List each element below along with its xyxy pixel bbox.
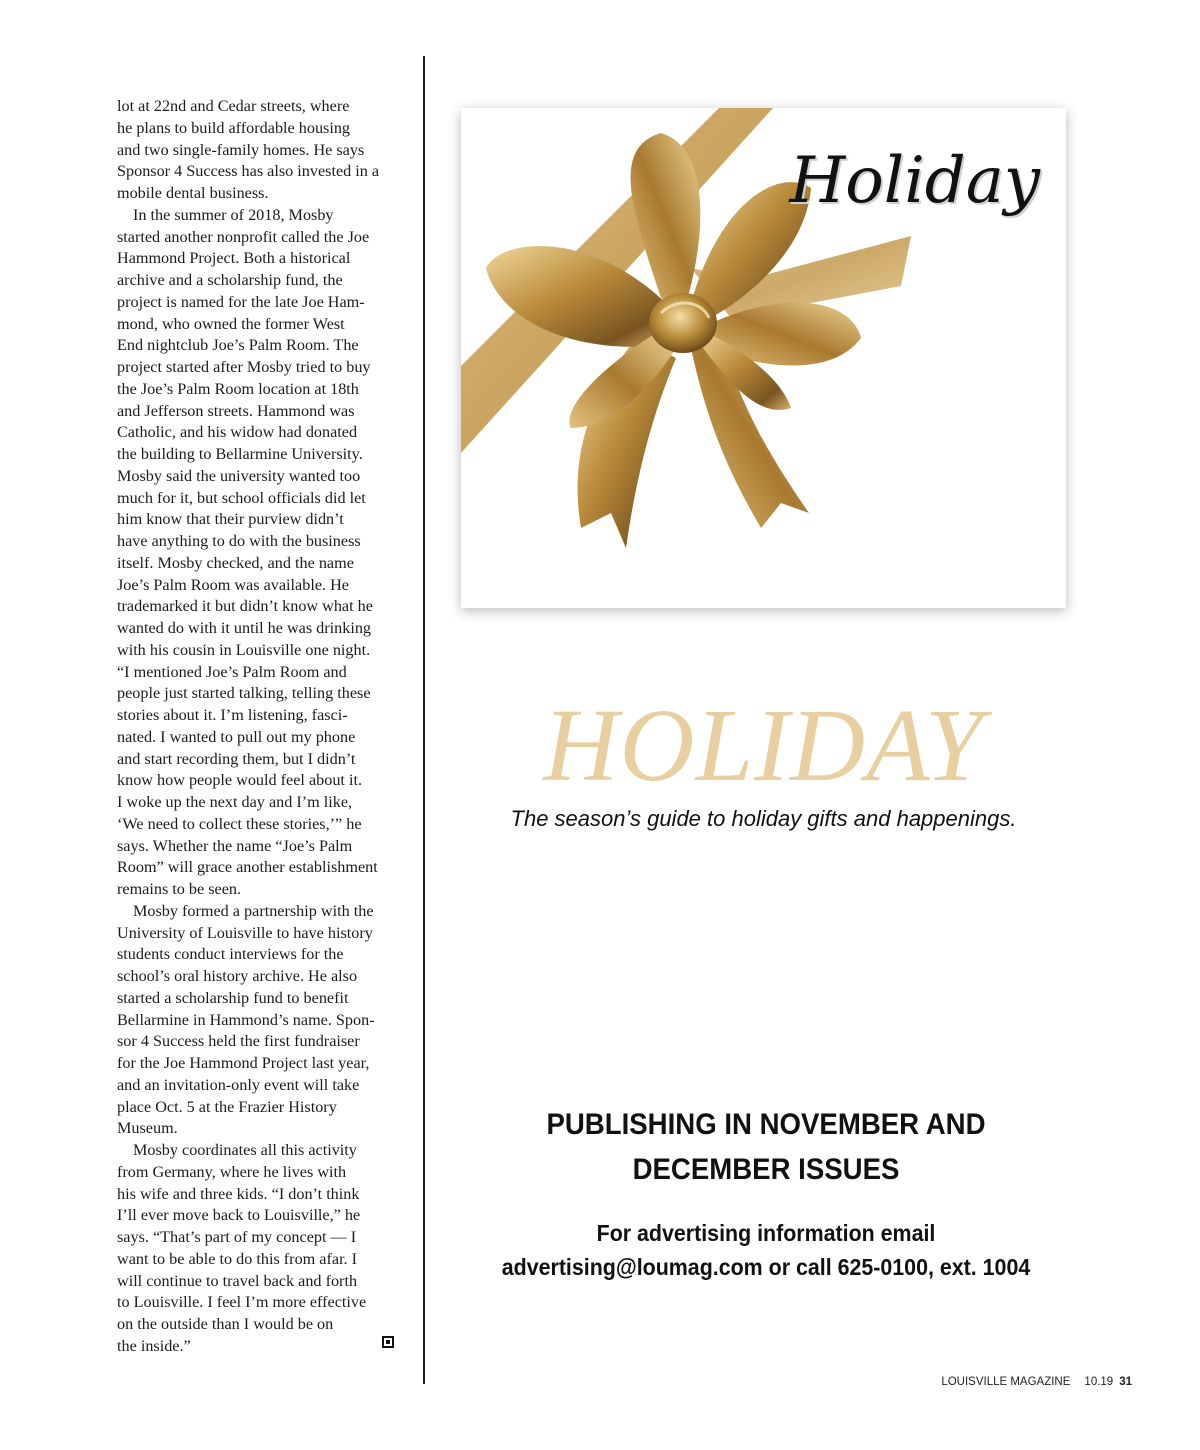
article-line: for the Joe Hammond Project last year, xyxy=(117,1054,370,1072)
article-line: started another nonprofit called the Joe xyxy=(117,227,370,246)
article-line: project started after Mosby tried to buy xyxy=(117,358,371,376)
article-line: and Jefferson streets. Hammond was xyxy=(117,401,355,420)
article-line: Joe’s Palm Room was available. He xyxy=(117,575,349,594)
article-line: I’ll ever move back to Louisville,” he xyxy=(117,1206,361,1225)
article-line: In the summer of 2018, Mosby xyxy=(133,205,334,224)
publishing-heading-line-1: PUBLISHING IN NOVEMBER AND xyxy=(546,1108,986,1141)
publishing-heading xyxy=(485,1102,1046,1192)
advertising-contact-line-1: For advertising information email xyxy=(596,1220,936,1246)
article-line: University of Louisville to have history xyxy=(117,923,373,942)
guide-subtitle: The season’s guide to holiday gifts and happenings. xyxy=(510,806,1017,831)
article-line: place Oct. 5 at the Frazier History xyxy=(117,1097,337,1116)
page-folio xyxy=(941,1376,1132,1388)
article-line: will continue to travel back and forth xyxy=(117,1271,358,1290)
article-line: and start recording them, but I didn’t xyxy=(117,749,356,768)
article-line: remains to be seen. xyxy=(117,880,242,898)
column-divider xyxy=(423,56,425,1384)
article-line: stories about it. I’m listening, fasci- xyxy=(117,706,348,724)
publication-name: LOUISVILLE MAGAZINE xyxy=(941,1376,1071,1388)
article-line: on the outside than I would be on xyxy=(117,1315,334,1333)
article-line: says. Whether the name “Joe’s Palm xyxy=(117,836,353,855)
article-line: the building to Bellarmine University. xyxy=(117,445,363,463)
article-line: nated. I wanted to pull out my phone xyxy=(117,727,356,746)
article-line: know how people would feel about it. xyxy=(117,771,363,790)
article-line: and two single-family homes. He says xyxy=(117,140,365,159)
article-line: mobile dental business. xyxy=(117,184,269,202)
article-paragraph xyxy=(117,96,399,205)
article-line: Mosby formed a partnership with the xyxy=(133,901,374,920)
article-line: lot at 22nd and Cedar streets, where xyxy=(117,97,350,115)
article-line: the inside.” xyxy=(117,1336,191,1355)
article-line: ‘We need to collect these stories,’” he xyxy=(117,814,362,833)
gift-bow-image xyxy=(461,108,1066,608)
article-line: Sponsor 4 Success has also invested in a xyxy=(117,162,380,181)
article-line: school’s oral history archive. He also xyxy=(117,967,358,985)
article-line: students conduct interviews for the xyxy=(117,945,344,964)
article-paragraph xyxy=(117,901,399,1140)
article-line: and an invitation-only event will take xyxy=(117,1075,360,1094)
article-line: Bellarmine in Hammond’s name. Spon- xyxy=(117,1010,375,1029)
article-line: says. “That’s part of my concept — I xyxy=(117,1228,357,1246)
article-line: archive and a scholarship fund, the xyxy=(117,271,343,289)
article-text-column xyxy=(117,96,399,1358)
article-line: End nightclub Joe’s Palm Room. The xyxy=(117,336,359,355)
issue-date: 10.19 xyxy=(1084,1376,1114,1388)
article-paragraph xyxy=(117,1140,399,1358)
article-line: sor 4 Success held the first fundraiser xyxy=(117,1032,360,1051)
article-line: people just started talking, telling these xyxy=(117,684,371,703)
article-line: wanted do with it until he was drinking xyxy=(117,619,372,637)
article-line: mond, who owned the former West xyxy=(117,314,345,333)
article-line: with his cousin in Louisville one night. xyxy=(117,640,371,659)
end-of-story-mark xyxy=(382,1336,394,1348)
article-line: started a scholarship fund to benefit xyxy=(117,988,349,1007)
article-line: he plans to build affordable housing xyxy=(117,118,351,137)
article-line: Catholic, and his widow had donated xyxy=(117,423,358,442)
article-line: much for it, but school officials did let xyxy=(117,488,366,507)
publishing-heading-line-2: DECEMBER ISSUES xyxy=(632,1153,900,1186)
article-line: Museum. xyxy=(117,1119,178,1138)
article-line: the Joe’s Palm Room location at 18th xyxy=(117,379,359,398)
article-line: I woke up the next day and I’m like, xyxy=(117,793,353,811)
advertising-contact-line-2: advertising@loumag.com or call 625-0100, ext. 1004 xyxy=(501,1254,1031,1280)
holiday-script-title: Holiday xyxy=(789,144,1040,218)
article-line: his wife and three kids. “I don’t think xyxy=(117,1184,360,1203)
article-line: trademarked it but didn’t know what he xyxy=(117,597,373,616)
page-number: 31 xyxy=(1119,1376,1132,1388)
article-paragraph xyxy=(117,205,399,901)
article-line: project is named for the late Joe Ham- xyxy=(117,292,365,311)
article-line: from Germany, where he lives with xyxy=(117,1162,347,1181)
article-line: itself. Mosby checked, and the name xyxy=(117,553,354,572)
article-line: want to be able to do this from afar. I xyxy=(117,1249,358,1268)
article-line: him know that their purview didn’t xyxy=(117,510,344,529)
article-line: to Louisville. I feel I’m more effective xyxy=(117,1293,367,1312)
article-line: Hammond Project. Both a historical xyxy=(117,249,351,268)
holiday-big-title: HOLIDAY xyxy=(543,688,984,803)
article-line: Room” will grace another establishment xyxy=(117,858,378,877)
advertising-contact xyxy=(473,1216,1059,1284)
article-line: Mosby coordinates all this activity xyxy=(133,1141,357,1159)
article-line: Mosby said the university wanted too xyxy=(117,466,361,485)
article-line: “I mentioned Joe’s Palm Room and xyxy=(117,662,347,681)
article-line: have anything to do with the business xyxy=(117,532,361,550)
